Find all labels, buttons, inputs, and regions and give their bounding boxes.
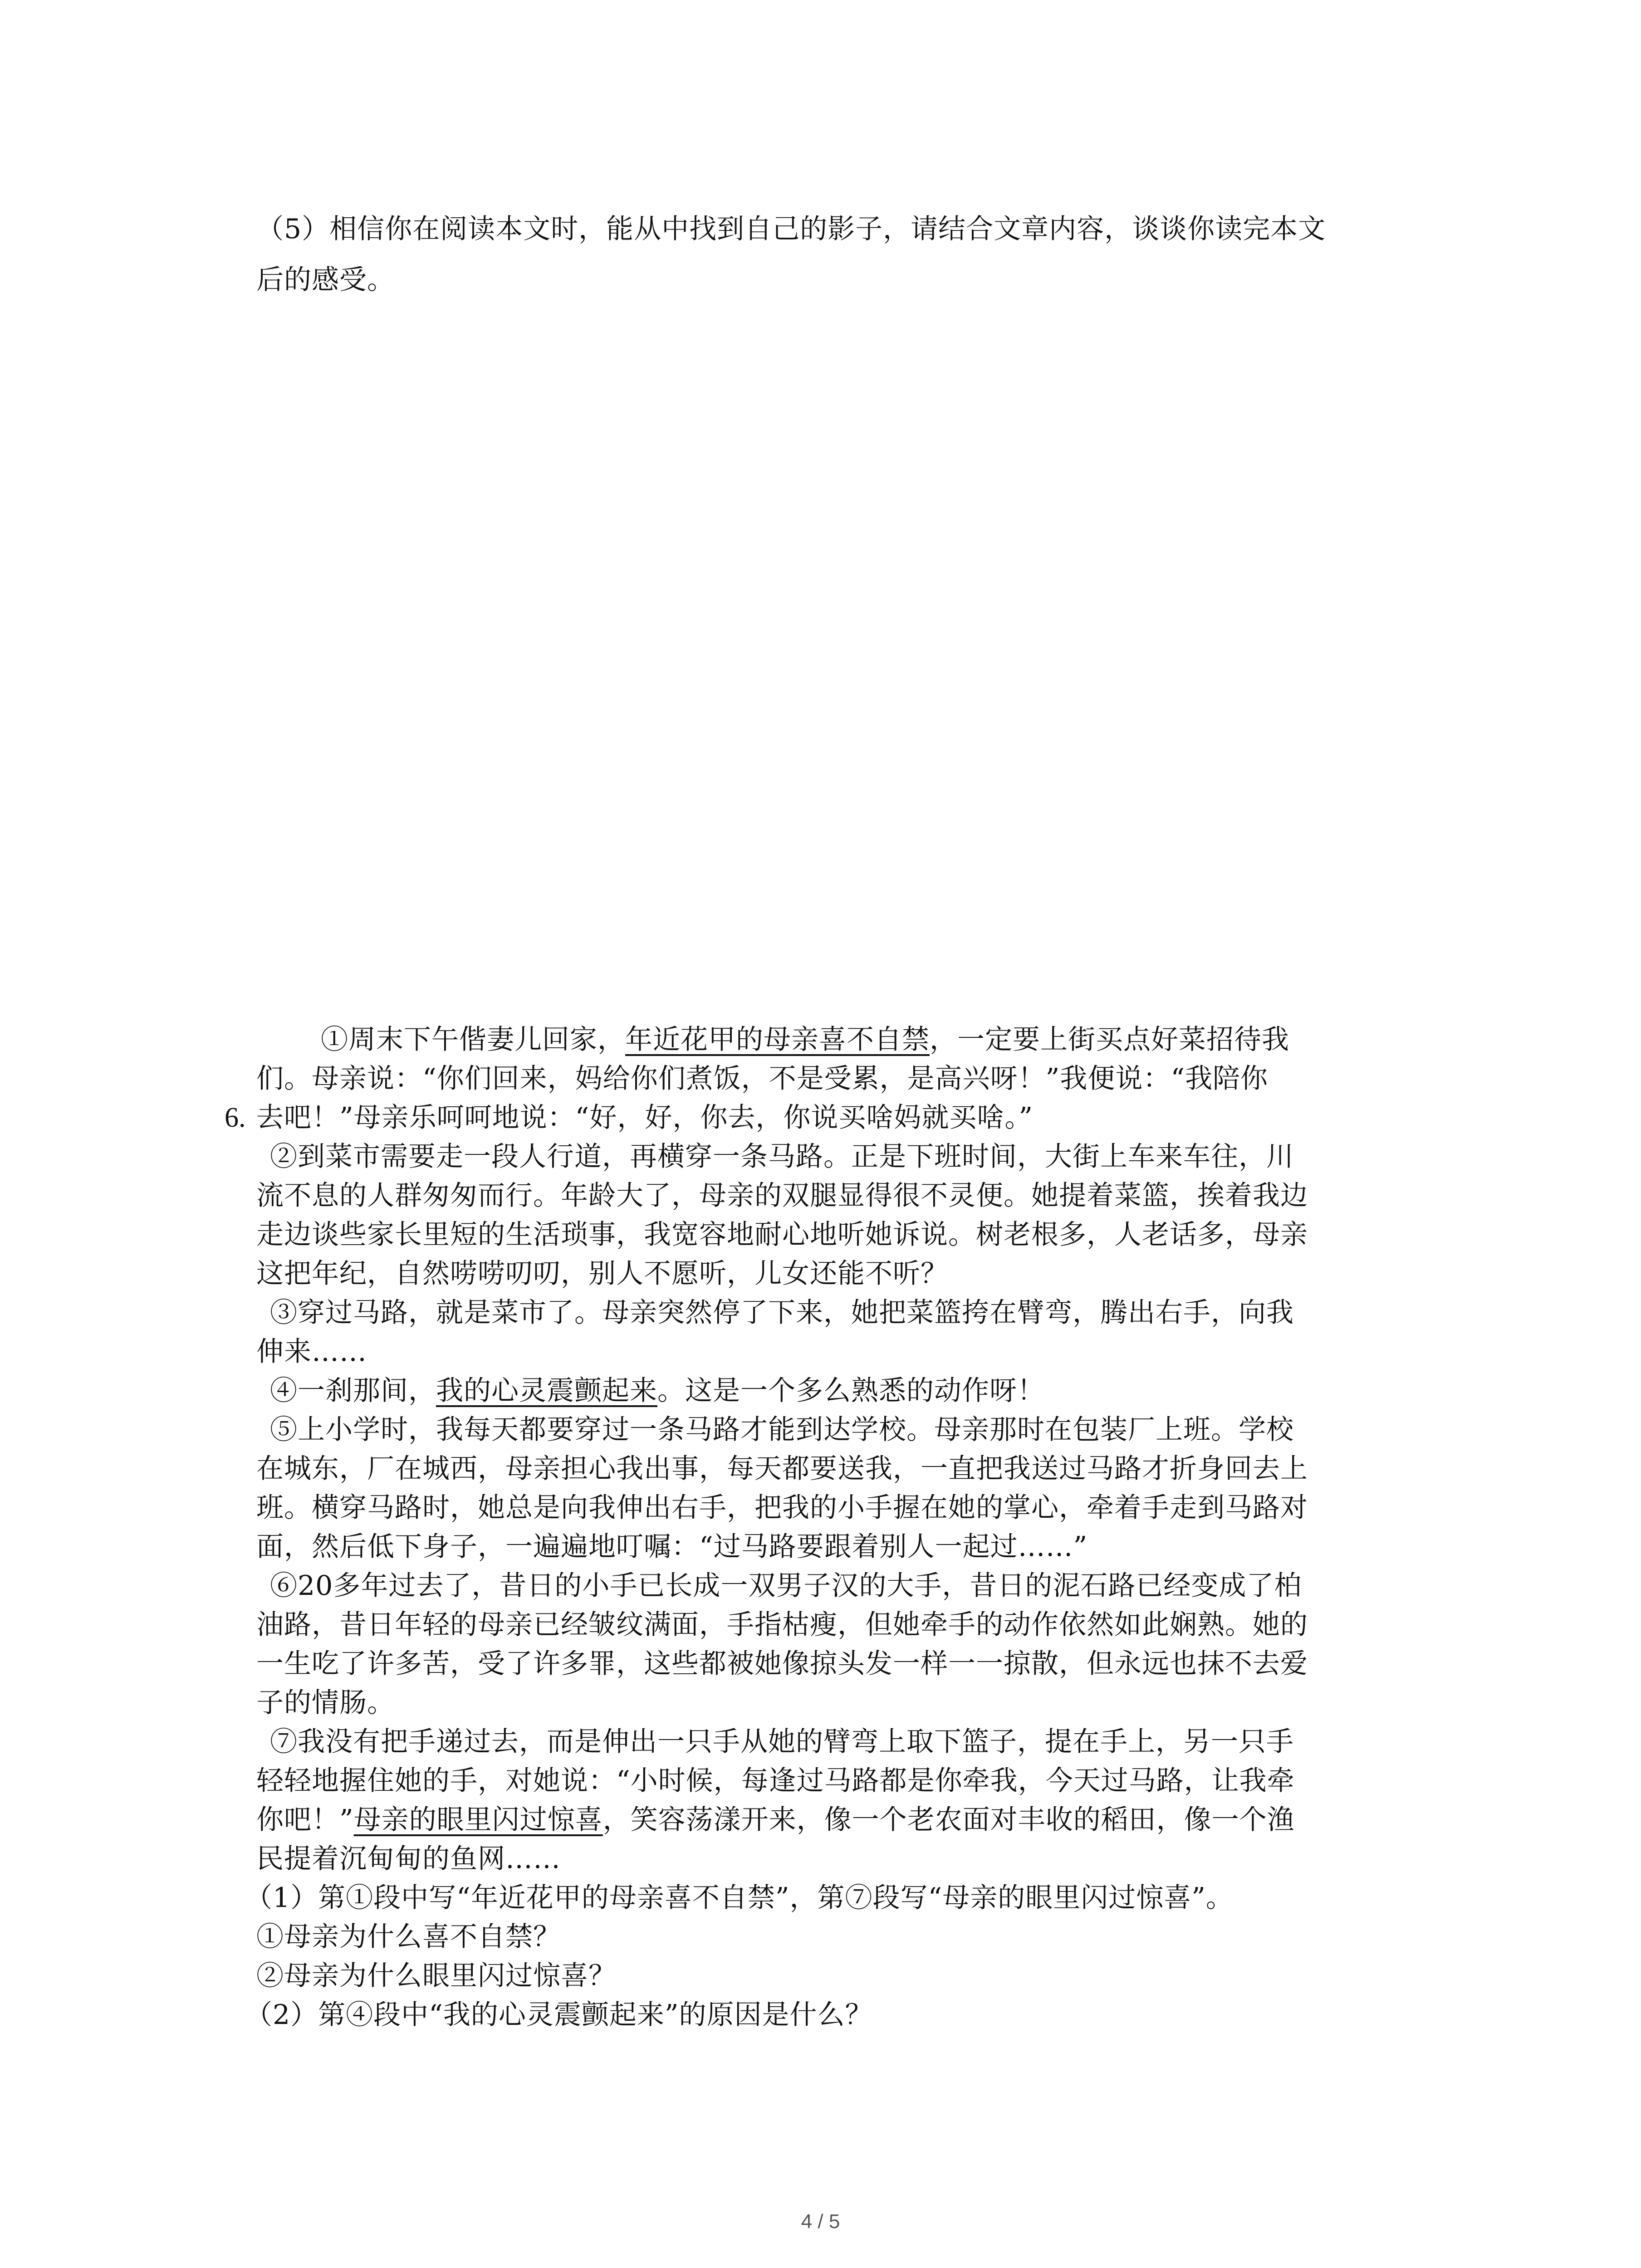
q5-line-1: （5）相信你在阅读本文时，能从中找到自己的影子，请结合文章内容，谈谈你读完本文 bbox=[256, 213, 1326, 245]
p4-line-1 bbox=[270, 1373, 1045, 1409]
p7-line-3 bbox=[256, 1802, 1295, 1838]
p2-line-3: 走边谈些家长里短的生活琐事，我宽容地耐心地听她诉说。树老根多，人老话多，母亲 bbox=[256, 1219, 1308, 1251]
sub2-stem: （2）第④段中“我的心灵震颤起来”的原因是什么？ bbox=[245, 1999, 873, 2031]
p5-line-1: ⑤上小学时，我每天都要穿过一条马路才能到达学校。母亲那时在包装厂上班。学校 bbox=[270, 1414, 1294, 1446]
p4-pre: ④一刹那间， bbox=[270, 1375, 436, 1407]
p7-line-1: ⑦我没有把手递过去，而是伸出一只手从她的臂弯上取下篮子，提在手上，另一只手 bbox=[270, 1726, 1294, 1758]
p1-line-1 bbox=[321, 1022, 1289, 1058]
p7-line-3-post: ，笑容荡漾开来，像一个老农面对丰收的稻田，像一个渔 bbox=[603, 1804, 1295, 1836]
p3-line-2: 伸来…… bbox=[256, 1336, 367, 1368]
p6-line-4: 子的情肠。 bbox=[256, 1687, 395, 1719]
q6-number: 6. bbox=[225, 1102, 246, 1133]
sub1-b: ②母亲为什么眼里闪过惊喜？ bbox=[256, 1960, 616, 1992]
q5-line-2: 后的感受。 bbox=[256, 264, 395, 296]
p5-line-2: 在城东，厂在城西，母亲担心我出事，每天都要送我，一直把我送过马路才折身回去上 bbox=[256, 1453, 1308, 1485]
p6-line-3: 一生吃了许多苦，受了许多罪，这些都被她像掠头发一样一一掠散，但永远也抹不去爱 bbox=[256, 1648, 1308, 1680]
p1-line-1-pre: ①周末下午偕妻儿回家， bbox=[321, 1024, 625, 1056]
p7-underlined-phrase: 母亲的眼里闪过惊喜 bbox=[353, 1804, 603, 1836]
p7-line-3-pre: 你吧！” bbox=[256, 1804, 354, 1836]
p1-line-3: 去吧！”母亲乐呵呵地说：“好，好，你去，你说买啥妈就买啥。” bbox=[256, 1102, 1034, 1134]
p5-line-4: 面，然后低下身子，一遍遍地叮嘱：“过马路要跟着别人一起过……” bbox=[256, 1531, 1088, 1563]
p2-line-2: 流不息的人群匆匆而行。年龄大了，母亲的双腿显得很不灵便。她提着菜篮，挨着我边 bbox=[256, 1180, 1308, 1212]
p7-line-4: 民提着沉甸甸的鱼网…… bbox=[256, 1843, 561, 1875]
p2-line-4: 这把年纪，自然唠唠叨叨，别人不愿听，儿女还能不听？ bbox=[256, 1258, 948, 1290]
sub1-a: ①母亲为什么喜不自禁？ bbox=[256, 1921, 561, 1953]
p1-underlined-phrase: 年近花甲的母亲喜不自禁 bbox=[625, 1024, 930, 1056]
p6-line-1: ⑥20多年过去了，昔日的小手已长成一双男子汉的大手，昔日的泥石路已经变成了柏 bbox=[270, 1570, 1302, 1602]
p1-line-2: 们。母亲说：“你们回来，妈给你们煮饭，不是受累，是高兴呀！”我便说：“我陪你 bbox=[256, 1063, 1269, 1095]
p6-line-2: 油路，昔日年轻的母亲已经皱纹满面，手指枯瘦，但她牵手的动作依然如此娴熟。她的 bbox=[256, 1609, 1308, 1641]
page-number: 4 / 5 bbox=[801, 2210, 840, 2233]
sub1-stem: （1）第①段中写“年近花甲的母亲喜不自禁”，第⑦段写“母亲的眼里闪过惊喜”。 bbox=[245, 1882, 1234, 1914]
p4-underlined-phrase: 我的心灵震颤起来 bbox=[436, 1375, 657, 1407]
p7-line-2: 轻轻地握住她的手，对她说：“小时候，每逢过马路都是你牵我，今天过马路，让我牵 bbox=[256, 1765, 1295, 1797]
p1-line-1-post: ，一定要上街买点好菜招待我 bbox=[930, 1024, 1289, 1056]
p3-line-1: ③穿过马路，就是菜市了。母亲突然停了下来，她把菜篮挎在臂弯，腾出右手，向我 bbox=[270, 1297, 1294, 1329]
p4-post: 。这是一个多么熟悉的动作呀！ bbox=[657, 1375, 1045, 1407]
p2-line-1: ②到菜市需要走一段人行道，再横穿一条马路。正是下班时间，大街上车来车往，川 bbox=[270, 1141, 1294, 1173]
p5-line-3: 班。横穿马路时，她总是向我伸出右手，把我的小手握在她的掌心，牵着手走到马路对 bbox=[256, 1492, 1308, 1524]
